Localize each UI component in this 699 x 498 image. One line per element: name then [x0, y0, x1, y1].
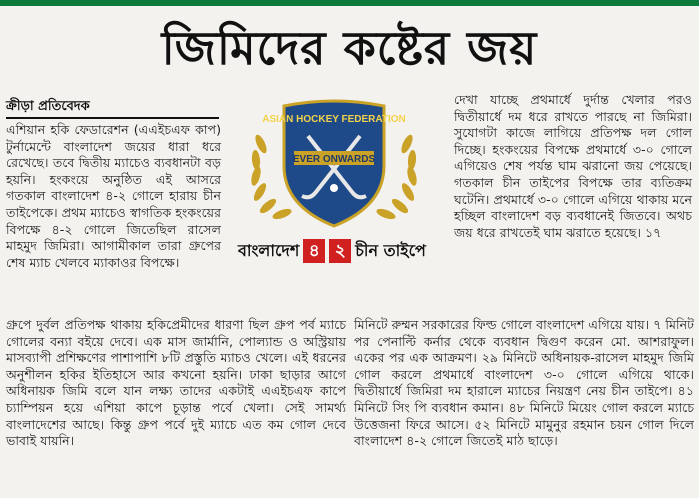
team2-name: চীন তাইপে	[355, 240, 426, 260]
byline: ক্রীড়া প্রতিবেদক	[6, 99, 90, 114]
team1-score: ৪	[303, 239, 325, 263]
article-column-4: মিনিটে রুম্মন সরকারের ফিল্ড গোলে বাংলাদেশ এগিয়ে যায়। ৭ মিনিট পর পেনাল্টি কর্নার থেকে ব্যবধান দ্বিগুণ করেন মো. আশরাফুল। একের পর এক আক্রমণ। ২৯ মিনিটে অধিনায়ক-রাসেল মাহমুদ জিমি গোল করলে প্রথমার্ধে বাংলাদেশ ৩-০ গোলে এগিয়ে থাকে। দ্বিতীয়ার্ধে জিমিরা দম হারালে ম্যাচের নিয়ন্ত্রণ নেয় চীন তাইপে। ৪১ মিনিটে সিং পি ব্যবধান কমান। ৪৮ মিনিটে মিয়েং গোল করলে ম্যাচে উত্তেজনা ফিরে আসে। ৫২ মিনিটে মামুনুর রহমান চয়ন গোল দিলে বাংলাদেশ ৪-২ গোলে জিতেই মাঠ ছাড়ে।	[354, 317, 694, 449]
headline: জিমিদের কষ্টের জয়	[161, 21, 538, 75]
top-accent-bar	[0, 0, 699, 6]
team2-score: ২	[329, 239, 351, 263]
scoreline	[238, 236, 448, 266]
team1-name: বাংলাদেশ	[238, 240, 300, 260]
article-column-3: গ্রুপে দুর্বল প্রতিপক্ষ থাকায় হকিপ্রেমীদের ধারণা ছিল গ্রুপ পর্ব ম্যাচে গোলের বন্যা বইয়ে দেবে। এক মাস জার্মানি, পোল্যান্ড ও অস্ট্রিয়ায় মাসব্যাপী প্রশিক্ষণের পাশাপাশি ৮টি প্রস্তুতি ম্যাচও খেলে। এই ধরনের অনুশীলন হকির ইতিহাসে আর কখনো হয়নি। ঢাকা ছাড়ার আগে অধিনায়ক জিমি বলে যান লক্ষ্য তাদের একটাই এএইচএফ কাপে চ্যাম্পিয়ন হয়ে এশিয়া কাপে চূড়ান্ত পর্বে খেলা। সেই সামর্থ্য বাংলাদেশের আছে। কিন্তু গ্রুপ পর্বে দুই ম্যাচে এত কম গোল দেবে ভাবাই যায়নি।	[6, 317, 346, 449]
logo-banner-text: EVER ONWARDS	[292, 154, 376, 165]
ahf-logo	[228, 96, 440, 232]
logo-top-text: ASIAN HOCKEY FEDERATION	[262, 114, 406, 125]
byline-divider	[6, 117, 219, 119]
article-column-1: এশিয়ান হকি ফেডারেশন (এএইচএফ কাপ) টুর্নামেন্টে বাংলাদেশ জয়ের ধারা ধরে রেখেছে। তবে দ্বিতীয় ম্যাচেও ব্যবধানটা বড় হয়নি। হংকংয়ে অনুষ্ঠিত এই আসরে গতকাল বাংলাদেশ ৪-২ গোলে হারায় চীন তাইপেকে। প্রথম ম্যাচেও স্বাগতিক হংকংয়ের বিপক্ষে ৪-২ গোলে জিতেছিল রাসেল মাহমুদ জিমিরা। আগামীকাল তারা গ্রুপের শেষ ম্যাচ খেলবে ম্যাকাওর বিপক্ষে।	[6, 122, 221, 270]
article-column-2: দেখা যাচ্ছে প্রথমার্ধে দুর্দান্ত খেলার পরও দ্বিতীয়ার্ধে দম ধরে রাখতে পারছে না জিমিরা। সুযোগটা কাজে লাগিয়ে প্রতিপক্ষ দল গোল দিচ্ছে। হংকংয়ের বিপক্ষে প্রথমার্ধে ৩-০ গোলে এগিয়েও শেষ পর্যন্ত ঘাম ঝরানো জয় পেয়েছে। গতকাল চীন তাইপের বিপক্ষে তার ব্যতিক্রম ঘটেনি। প্রথমার্ধে ৩-০ গোলে এগিয়ে থাকায় মনে হচ্ছিল বাংলাদেশ বড় ব্যবধানেই জিতবে। অথচ জয় ধরে রাখতেই ঘাম ঝরাতে হয়েছে। ১৭	[454, 92, 692, 240]
